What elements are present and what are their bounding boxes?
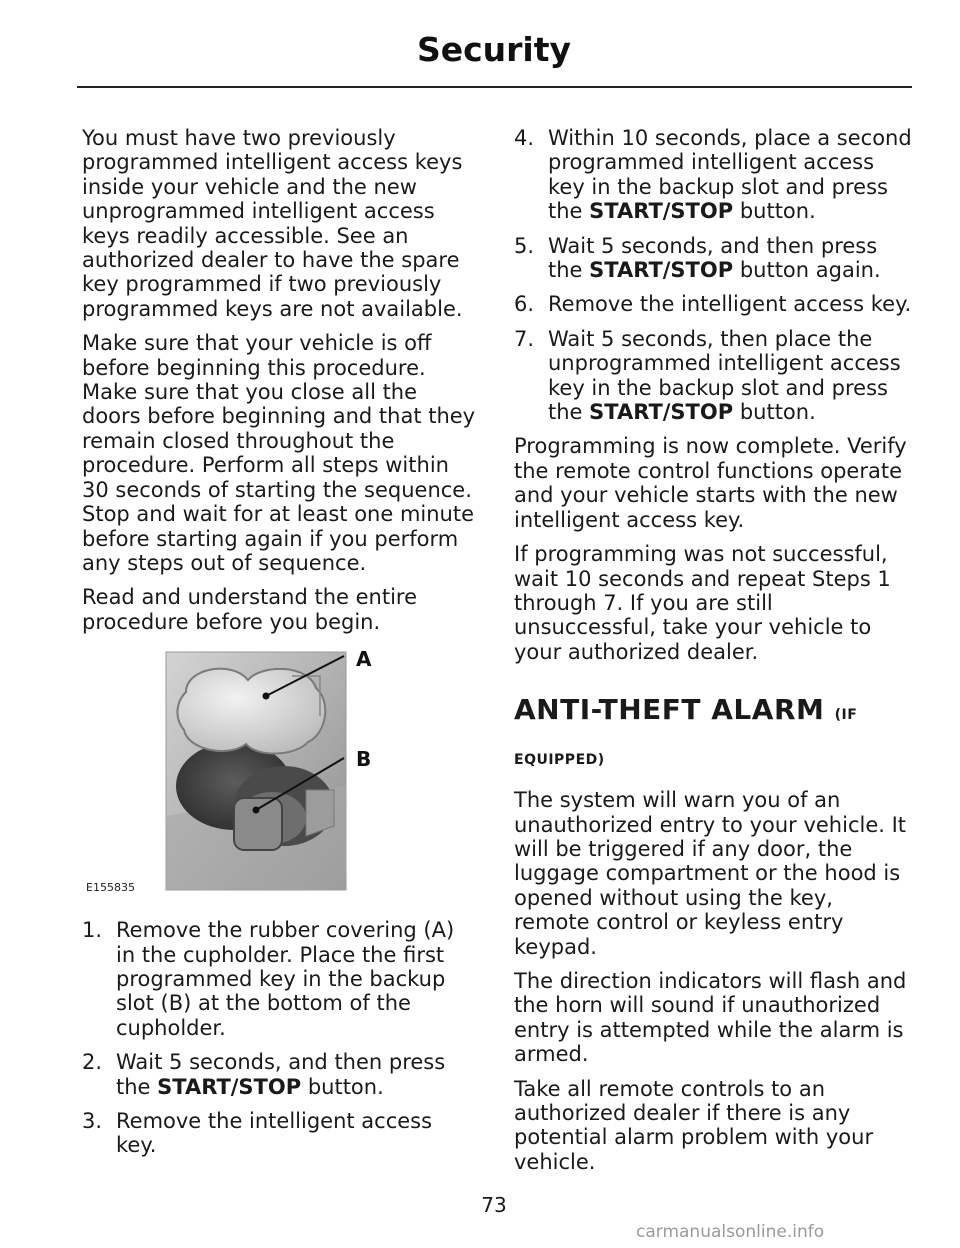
step-number: 5. <box>514 233 535 258</box>
read-procedure-paragraph: Read and understand the entire procedure before you begin. <box>82 585 418 634</box>
left-column <box>82 126 478 1168</box>
page-number: 73 <box>481 1193 507 1217</box>
step-item <box>514 292 912 316</box>
step-number: 2. <box>82 1050 103 1075</box>
step-text: Remove the intelligent access key. <box>548 292 912 317</box>
right-column <box>514 126 912 1184</box>
programming-failed-paragraph: If programming was not successful, wait 10 seconds and repeat Steps 1 through 7. If you are still unsuccessful, take your vehicle to your authorized dealer. <box>514 542 891 664</box>
step-item <box>82 1109 478 1158</box>
steps-list-left <box>82 918 478 1158</box>
section-heading-anti-theft <box>514 690 912 780</box>
alarm-paragraph: The direction indicators will flash and the horn will sound if unauthorized entry is attempted while the alarm is armed. <box>514 968 907 1067</box>
intro-paragraph: You must have two previously programmed intelligent access keys inside your vehicle and the new unprogrammed intelligent access keys readily accessible. See an authorized dealer to have the spare key programmed if two previously programmed keys are not available. <box>82 126 463 321</box>
step-number: 1. <box>82 918 103 943</box>
cupholder-figure <box>82 646 478 900</box>
page-title: Security <box>416 30 572 69</box>
cupholder-illustration <box>82 646 478 900</box>
step-number: 3. <box>82 1108 103 1133</box>
watermark: carmanualsonline.info <box>636 1222 825 1242</box>
header-divider <box>77 86 912 88</box>
start-stop-label: START/STOP <box>157 1074 302 1099</box>
figure-label-a: A <box>356 647 372 672</box>
alarm-paragraph: The system will warn you of an unauthorized entry to your vehicle. It will be triggered if any door, the luggage compartment or the hood is opened without using the key, remote control or keyless entry keypad. <box>514 788 907 959</box>
step-item <box>514 126 912 224</box>
step-number: 7. <box>514 326 535 351</box>
step-text-end: button. <box>733 400 816 425</box>
precaution-paragraph: Make sure that your vehicle is off before beginning this procedure. Make sure that you close all the doors before beginning and that they remain closed throughout the procedure. Perform all steps within 30 seconds of starting the sequence. Stop and wait for at least one minute before starting again if you perform any steps out of sequence. <box>82 331 476 575</box>
step-item <box>514 234 912 283</box>
start-stop-label: START/STOP <box>589 199 734 224</box>
start-stop-label: START/STOP <box>589 400 734 425</box>
figure-label-b: B <box>356 747 372 772</box>
step-text-end: button again. <box>733 258 881 283</box>
step-item <box>82 918 478 1040</box>
figure-code: E155835 <box>86 880 135 894</box>
step-text-end: button. <box>301 1074 384 1099</box>
step-text: Wait 5 seconds, then place the unprogrammed intelligent access key in the backup slot and press the <box>548 326 901 425</box>
programming-complete-paragraph: Programming is now complete. Verify the remote control functions operate and your vehicle starts with the new intelligent access key. <box>514 434 907 532</box>
section-title-suffix: (IF EQUIPPED) <box>514 707 858 769</box>
step-text: Within 10 seconds, place a second programmed intelligent access key in the backup slot and press the <box>548 126 912 224</box>
step-number: 4. <box>514 126 535 150</box>
step-text: Wait 5 seconds, and then press the <box>548 233 878 283</box>
step-text: Remove the rubber covering (A) in the cupholder. Place the first programmed key in the backup slot (B) at the bottom of the cupholder. <box>116 918 455 1040</box>
step-item <box>514 327 912 425</box>
section-title: ANTI-THEFT ALARM <box>514 693 825 727</box>
step-text: Wait 5 seconds, and then press the <box>116 1050 446 1099</box>
step-text-end: button. <box>733 199 816 224</box>
alarm-paragraph: Take all remote controls to an authorized dealer if there is any potential alarm problem with your vehicle. <box>514 1076 874 1174</box>
start-stop-label: START/STOP <box>589 258 734 283</box>
step-text: Remove the intelligent access key. <box>116 1108 433 1158</box>
step-item <box>82 1050 478 1099</box>
steps-list-right <box>514 126 912 424</box>
step-number: 6. <box>514 292 535 317</box>
